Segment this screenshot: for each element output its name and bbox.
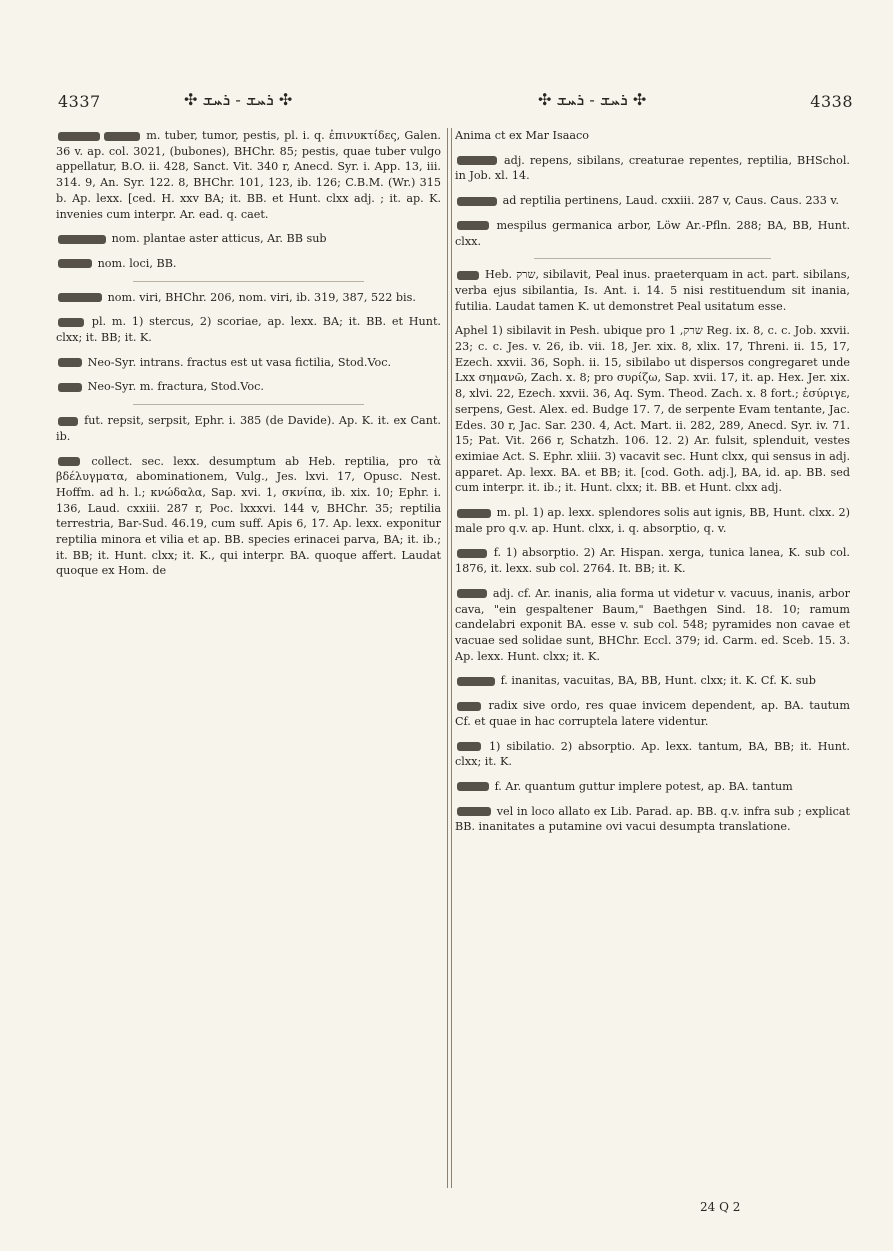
syriac-headword xyxy=(457,549,487,558)
entry xyxy=(455,267,850,314)
syriac-headword xyxy=(457,197,497,206)
syriac-headword xyxy=(58,259,92,268)
entry xyxy=(455,586,850,665)
entry xyxy=(56,290,441,306)
syriac-headword xyxy=(457,589,487,598)
entry xyxy=(455,128,850,144)
entry xyxy=(455,505,850,536)
syriac-headword xyxy=(58,358,82,367)
entry xyxy=(56,256,441,272)
entry-text: 1) sibilatio. 2) absorptio. Ap. lexx. tantum, BA, BB; it. Hunt. clxx; it. K. xyxy=(455,739,850,769)
running-head-right: ✣ ܪܚܫ - ܪܚܫ ✣ xyxy=(538,90,647,109)
syriac-headword xyxy=(457,782,489,791)
page-header xyxy=(58,90,853,120)
syriac-headword xyxy=(58,457,80,466)
entry xyxy=(56,128,441,222)
syriac-headword xyxy=(457,742,481,751)
entry xyxy=(56,454,441,580)
entry-text: nom. plantae aster atticus, Ar. BB sub xyxy=(111,232,327,246)
entry-text: Anima ct ex Mar Isaaco xyxy=(455,129,590,142)
entry xyxy=(56,355,441,371)
entry-text: collect. sec. lexx. desumptum ab Heb. reptilia, pro τὰ βδέλυγματα, abominationem, Vulg., Jes. lxvi. 17, Opusc. Nest. Hoffm. ad h. l.; κνώδαλα, Sap. xvi. 1, σκνίπα, ib. xix. 10; Ephr. i. 136, Laud. cxxiii. 287 r, Poc. lxxxvi. 144 v, BHChr. 35; reptilia terrestria, Bar-Sud. 46.19, cum suff. Apis 6, 17. Ap. lexx. exponitur reptilia minora et vilia et ap. BB. species erinacei parva, BA; it. ib.; it. BB; it. Hunt. clxx; it. K., qui interpr. BA. quoque affert. Laudat quoque ex Hom. de xyxy=(56,454,441,578)
entry xyxy=(455,193,850,209)
entry-text: pl. m. 1) stercus, 2) scoriae, ap. lexx. BA; it. BB. et Hunt. clxx; it. BB; it. K. xyxy=(56,315,441,345)
entry-text: f. inanitas, vacuitas, BA, BB, Hunt. clxx; it. K. Cf. K. sub xyxy=(500,674,816,688)
entry-text: adj. cf. Ar. inanis, alia forma ut videtur v. vacuus, inanis, arbor cava, "ein gespaltener Baum," Baethgen Sind. 18. 10; ramum candelabri exponit BA. esse v. sub col. 548; pyramides non cavae et vacuae sed solidae sunt, BHChr. Eccl. 379; id. Carm. ed. Sceb. 15. 3. Ap. lexx. Hunt. clxx; it. K. xyxy=(455,586,850,663)
entry-text: Neo-Syr. intrans. fractus est ut vasa fictilia, Stod.Voc. xyxy=(87,355,392,369)
entry-text: m. tuber, tumor, pestis, pl. i. q. ἐπινυκτίδες, Galen. 36 v. ap. col. 3021, (bubones), BHChr. 85; pestis, quae tuber vulgo appellatur, B.O. ii. 428, Sanct. Vit. 340 r, Anecd. Syr. i. App. 13, iii. 314. 9, An. Syr. 122. 8, BHChr. 101, 123, ib. 126; C.B.M. (Wr.) 315 b. Ap. lexx. [ced. H. xxv BA; it. BB. et Hunt. clxx adj. ; it. ap. K. invenies cum interpr. Ar. ead. q. caet. xyxy=(56,129,441,221)
entry xyxy=(56,413,441,444)
syriac-headword xyxy=(457,156,497,165)
syriac-headword xyxy=(457,702,481,711)
syriac-headword xyxy=(58,417,78,426)
page-number-left: 4337 xyxy=(58,92,101,111)
syriac-headword xyxy=(58,293,102,302)
entry-text: fut. repsit, serpsit, Ephr. i. 385 (de Davide). Ap. K. it. ex Cant. ib. xyxy=(56,414,441,443)
syriac-headword xyxy=(457,807,491,816)
syriac-headword xyxy=(58,132,100,141)
entry-text: Neo-Syr. m. fractura, Stod.Voc. xyxy=(87,380,264,394)
right-column xyxy=(455,128,850,1188)
entry xyxy=(455,218,850,249)
entry xyxy=(455,545,850,576)
page-number-right: 4338 xyxy=(810,92,853,111)
entry xyxy=(56,379,441,395)
entry-text: ad reptilia pertinens, Laud. cxxiii. 287 v, Caus. Caus. 233 v. xyxy=(502,194,839,208)
entry xyxy=(455,673,850,689)
syriac-headword xyxy=(58,383,82,392)
entry xyxy=(56,231,441,247)
entry-text: f. 1) absorptio. 2) Ar. Hispan. xerga, tunica lanea, K. sub col. 1876, it. lexx. sub col. 2764. It. BB; it. K. xyxy=(455,546,850,576)
section-divider xyxy=(133,404,364,405)
signature-mark: 24 Q 2 xyxy=(700,1200,741,1214)
entry xyxy=(455,323,850,496)
entry xyxy=(455,779,850,795)
syriac-headword xyxy=(457,509,491,518)
syriac-headword xyxy=(58,318,84,327)
entry-text: Aphel 1) sibilavit in Pesh. ubique pro שרק, 1 Reg. ix. 8, c. c. Job. xxvii. 23; c. c. Jes. v. 26, ib. vii. 18, Jer. xix. 8, xlix. 17, Threni. ii. 15, 17, Ezech. xxvii. 36, Soph. ii. 15, sibilabo ut dispersos congregaret unde Lxx σημανῶ, Zach. x. 8; pro συρίζω, Sap. xvii. 17, it. ap. Hex. Jer. xix. 8, xlvi. 22, Ezech. xxvii. 36, Aq. Sym. Theod. Zach. x. 8 fort.; ἐσύριγε, serpens, Gest. Alex. ed. Budge 17. 7, de serpente Evam tentante, Jac. Edes. 30 r, Jac. Sar. 230. 4, Act. Mart. ii. 282, 289, Anecd. Syr. iv. 71. 15; Pat. Vit. 266 r, Schatzh. 106. 12. 2) Ar. fulsit, splenduit, vestes eximiae Act. S. Ephr. xliii. 3) vacavit sec. Hunt clxx, qui sensus in adj. apparet. Ap. lexx. BA. et BB; it. [cod. Goth. adj.], BA, id. ap. BB. sed cum interpr. it. ib.; it. Hunt. clxx; it. BB. et Hunt. clxx adj. xyxy=(455,324,850,495)
syriac-headword xyxy=(457,271,479,280)
entry-text: nom. loci, BB. xyxy=(97,256,177,270)
syriac-headword xyxy=(457,221,489,230)
column-rule xyxy=(451,128,452,1188)
entry-text: radix sive ordo, res quae invicem dependent, ap. BA. tautum Cf. et quae in hac corruptela latere videntur. xyxy=(455,699,850,728)
entry-text: Heb. שרק, sibilavit, Peal inus. praeterquam in act. part. sibilans, verba ejus sibilantia, Is. Ant. i. 14. 5 nisi restituendum sit inania, futilia. Laudat tamen K. ut demonstret Peal usitatum esse. xyxy=(455,268,850,313)
entry-text: adj. repens, sibilans, creaturae repentes, reptilia, BHSchol. in Job. xl. 14. xyxy=(455,153,850,183)
entry xyxy=(455,739,850,770)
section-divider xyxy=(133,281,364,282)
entry-text: vel in loco allato ex Lib. Parad. ap. BB. q.v. infra sub ; explicat BB. inanitates a putamine ovi vacui desumpta translatione. xyxy=(455,804,850,834)
left-column xyxy=(56,128,441,1188)
entry-text: mespilus germanica arbor, Löw Ar.-Pfln. 288; BA, BB, Hunt. clxx. xyxy=(455,218,850,248)
section-divider xyxy=(534,258,771,259)
syriac-headword xyxy=(457,677,495,686)
entry xyxy=(455,153,850,184)
entry-text: m. pl. 1) ap. lexx. splendores solis aut ignis, BB, Hunt. clxx. 2) male pro q.v. ap. Hunt. clxx, i. q. absorptio, q. v. xyxy=(455,506,850,535)
entry xyxy=(455,804,850,835)
running-head-left: ✣ ܪܚܫ - ܪܚܫ ✣ xyxy=(184,90,293,109)
entry xyxy=(455,698,850,729)
syriac-headword xyxy=(58,235,106,244)
entry-text: f. Ar. quantum guttur implere potest, ap. BA. tantum xyxy=(494,779,793,793)
entry-text: nom. viri, BHChr. 206, nom. viri, ib. 319, 387, 522 bis. xyxy=(107,290,416,304)
column-rule xyxy=(447,128,448,1188)
syriac-headword xyxy=(104,132,140,141)
entry xyxy=(56,314,441,345)
